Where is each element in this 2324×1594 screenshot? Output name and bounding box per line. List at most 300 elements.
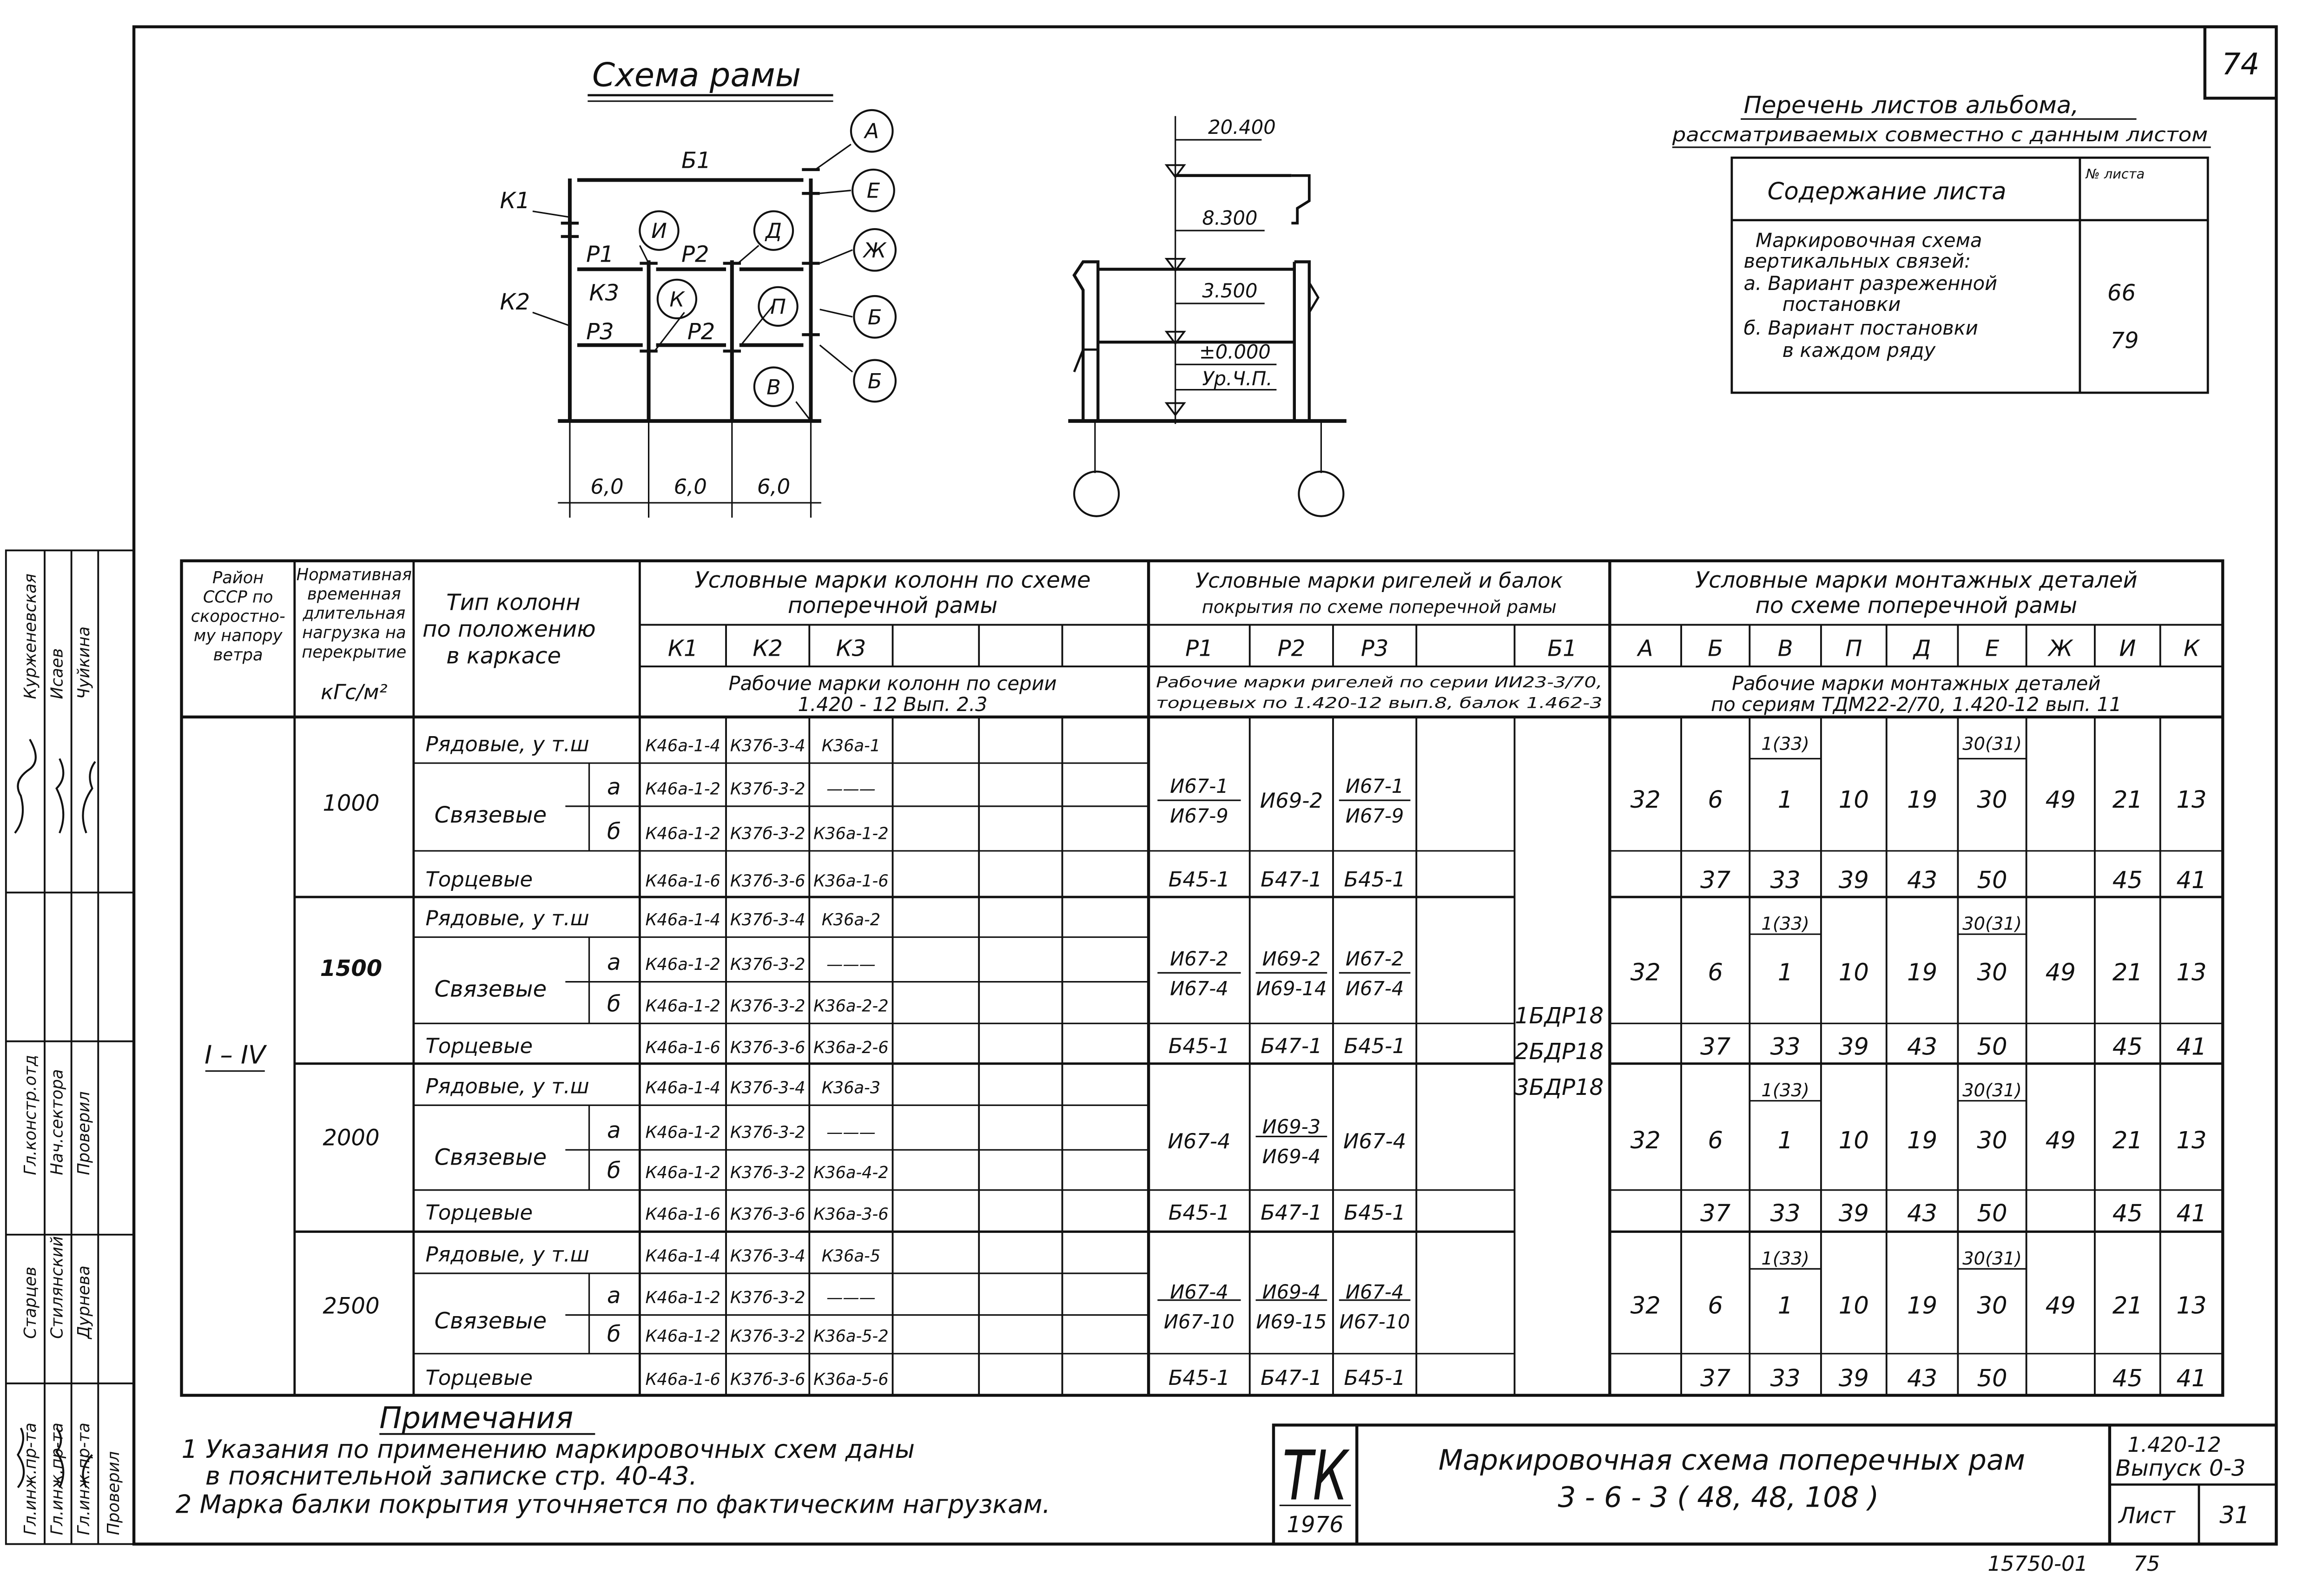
- footer-code: 15750-01: [1987, 1551, 2088, 1576]
- end-beam-mark: Б45-1: [1344, 867, 1406, 892]
- detail-end-mark: 37: [1700, 866, 1731, 894]
- beam-mark: И69-2: [1260, 788, 1323, 813]
- column-mark: К46а-1-4: [645, 910, 720, 929]
- marker-v: В: [766, 375, 781, 400]
- header-col-k2: К2: [753, 635, 783, 662]
- detail-end-mark: 45: [2112, 1199, 2143, 1227]
- detail-mark: 1: [1777, 1126, 1793, 1155]
- beam-mark: И69-15: [1256, 1310, 1327, 1333]
- stamp-sheet-label: Лист: [2119, 1502, 2175, 1529]
- sig-name: Старцев: [20, 1266, 40, 1339]
- stamp-title: Маркировочная схема поперечных рам: [1438, 1444, 2025, 1477]
- type-beta-label: б: [607, 818, 621, 845]
- detail-e-top: 30(31): [1962, 1248, 2022, 1269]
- detail-mark: 1: [1777, 786, 1793, 814]
- stamp-logo: ТК: [1282, 1436, 1350, 1516]
- detail-mark: 32: [1630, 786, 1661, 814]
- end-beam-mark: Б45-1: [1168, 1200, 1230, 1225]
- sig-name: Курженевская: [20, 573, 40, 699]
- detail-end-mark: 41: [2176, 1199, 2207, 1227]
- detail-mark: 19: [1907, 786, 1938, 814]
- detail-mark: 13: [2176, 958, 2207, 987]
- detail-end-mark: 41: [2176, 1033, 2207, 1061]
- detail-end-mark: 43: [1907, 866, 1938, 894]
- header-col-k1: К1: [667, 635, 698, 662]
- header-beams-group: Условные марки ригелей и балок: [1195, 568, 1563, 593]
- detail-mark: 13: [2176, 1126, 2207, 1155]
- header-region: СССР по: [203, 587, 273, 607]
- label-p3: Р3: [586, 318, 614, 345]
- signature-strip: [6, 550, 134, 1544]
- beam-mark: И67-1: [1170, 775, 1228, 798]
- header-region: му напору: [193, 626, 283, 646]
- beam-mark: И67-9: [1170, 804, 1228, 828]
- column-mark: К46а-1-2: [645, 1163, 720, 1183]
- detail-v-top: 1(33): [1761, 1080, 1809, 1101]
- column-mark: К37б-3-2: [730, 1327, 805, 1346]
- detail-mark: 19: [1907, 958, 1938, 987]
- column-mark: К37б-3-6: [730, 1370, 805, 1390]
- header-columns-group: поперечной рамы: [787, 592, 998, 619]
- column-mark: К37б-3-6: [730, 1038, 805, 1058]
- header-beams-group: покрытия по схеме поперечной рамы: [1202, 596, 1557, 618]
- detail-v-top: 1(33): [1761, 1248, 1809, 1269]
- type-end-label: Торцевые: [425, 1365, 533, 1390]
- stamp-sheet-value: 31: [2219, 1501, 2250, 1529]
- span-dimension: 6,0: [590, 474, 624, 499]
- detail-mark: 21: [2112, 786, 2143, 814]
- header-details-series: по сериям ТДМ22-2/70, 1.420-12 вып. 11: [1711, 693, 2122, 716]
- detail-mark: 1: [1777, 958, 1793, 987]
- section-elevations: [1199, 116, 1276, 390]
- elevation-label: 3.500: [1202, 279, 1258, 303]
- detail-end-mark: 39: [1838, 866, 1869, 894]
- column-mark: К46а-1-2: [645, 955, 720, 975]
- detail-mark: 30: [1977, 1291, 2007, 1320]
- type-link-label: Связевые: [434, 976, 547, 1002]
- detail-end-mark: 39: [1838, 1199, 1869, 1227]
- detail-mark: 13: [2176, 786, 2207, 814]
- type-link-label: Связевые: [434, 1308, 547, 1334]
- footer-page: 75: [2133, 1551, 2160, 1576]
- album-list: [1672, 91, 2211, 393]
- header-load: длительная: [303, 604, 406, 623]
- beam-mark: И69-3: [1262, 1115, 1321, 1139]
- column-mark: К36а-1-2: [813, 824, 889, 843]
- column-mark: ———: [826, 1288, 876, 1308]
- column-mark: К37б-3-2: [730, 824, 805, 843]
- detail-end-mark: 37: [1700, 1199, 1731, 1227]
- column-mark: К37б-3-6: [730, 1205, 805, 1224]
- end-beam-mark: Б45-1: [1344, 1034, 1406, 1059]
- end-beam-mark: Б45-1: [1168, 1365, 1230, 1390]
- load-value: 2500: [323, 1293, 380, 1319]
- detail-mark: 49: [2045, 1291, 2076, 1320]
- header-columns-series: 1.420 - 12 Вып. 2.3: [798, 693, 988, 716]
- type-row-label: Рядовые, у т.ш: [425, 1074, 589, 1099]
- elevation-label: 20.400: [1208, 116, 1276, 139]
- header-load-unit: кГс/м²: [321, 679, 388, 705]
- column-mark: К36а-4-2: [813, 1163, 889, 1183]
- sig-role: Гл.инж.пр-та: [20, 1423, 40, 1535]
- column-mark: К46а-1-6: [645, 1370, 720, 1390]
- column-mark: К37б-3-2: [730, 1163, 805, 1183]
- load-value: 1500: [320, 955, 383, 981]
- header-col-b1: Б1: [1547, 635, 1577, 662]
- column-mark: К36а-5-2: [813, 1327, 889, 1346]
- column-mark: К37б-3-2: [730, 1123, 805, 1142]
- album-line: вертикальных связей:: [1743, 250, 1971, 273]
- notes-title: Примечания: [379, 1401, 574, 1436]
- sig-role: Гл.инж.пр-та: [47, 1423, 67, 1535]
- span-dimension: 6,0: [673, 474, 707, 499]
- end-beam-mark: Б47-1: [1261, 1365, 1322, 1390]
- type-beta-label: б: [607, 1321, 621, 1348]
- column-mark: К36а-2-2: [813, 996, 889, 1016]
- detail-mark: 21: [2112, 1126, 2143, 1155]
- type-alpha-label: а: [607, 949, 621, 976]
- beam-mark: И69-4: [1262, 1280, 1321, 1304]
- column-mark: К36а-1-6: [813, 871, 889, 891]
- detail-mark: 13: [2176, 1291, 2207, 1320]
- header-col-type: Тип колонн: [446, 589, 581, 616]
- column-mark: К46а-1-6: [645, 1038, 720, 1058]
- b1-value: 1БДР18: [1515, 1003, 1604, 1029]
- elevation-label: 8.300: [1202, 206, 1258, 230]
- label-k1: К1: [500, 188, 530, 214]
- column-mark: К46а-1-2: [645, 779, 720, 799]
- header-load: перекрытие: [302, 642, 407, 662]
- type-row-label: Рядовые, у т.ш: [425, 731, 589, 757]
- beam-mark: И67-4: [1345, 1280, 1404, 1304]
- marker-b: Б: [867, 304, 882, 329]
- detail-mark: 32: [1630, 1126, 1661, 1155]
- column-mark: К46а-1-2: [645, 824, 720, 843]
- header-col-k3: К3: [836, 635, 866, 662]
- detail-e-top: 30(31): [1962, 733, 2022, 755]
- detail-end-mark: 41: [2176, 1364, 2207, 1393]
- header-load: нагрузка на: [302, 623, 406, 643]
- beam-mark: И69-14: [1256, 977, 1327, 1000]
- sig-role: Гл.констр.отд: [20, 1054, 40, 1175]
- detail-end-mark: 33: [1770, 866, 1801, 894]
- album-line: в каждом ряду: [1782, 339, 1936, 362]
- header-col-p1: Р1: [1185, 635, 1213, 662]
- type-link-label: Связевые: [434, 802, 547, 829]
- album-col-content: Содержание листа: [1767, 177, 2007, 205]
- type-row-label: Рядовые, у т.ш: [425, 1242, 589, 1267]
- column-mark: К36а-3: [821, 1078, 881, 1098]
- b1-value: 3БДР18: [1515, 1074, 1604, 1100]
- column-mark: К37б-3-4: [730, 736, 805, 756]
- sig-role: Проверил: [74, 1091, 94, 1175]
- end-beam-mark: Б45-1: [1344, 1200, 1406, 1225]
- type-row-label: Рядовые, у т.ш: [425, 905, 589, 930]
- column-mark: ———: [826, 1123, 876, 1142]
- notes: [176, 1401, 1050, 1519]
- detail-mark: 6: [1708, 1126, 1723, 1155]
- header-col-v: В: [1777, 635, 1793, 662]
- header-details-group: по схеме поперечной рамы: [1755, 592, 2078, 619]
- album-sheet-a: 66: [2107, 280, 2136, 306]
- header-col-zh: Ж: [2048, 635, 2073, 662]
- sig-name: Стилянский: [47, 1236, 67, 1339]
- span-dimension: 6,0: [757, 474, 791, 499]
- stamp-year: 1976: [1287, 1511, 1344, 1538]
- album-col-sheet: № листа: [2086, 166, 2145, 182]
- header-col-e: Е: [1985, 635, 2000, 662]
- end-beam-mark: Б45-1: [1168, 867, 1230, 892]
- header-col-i: И: [2119, 635, 2136, 662]
- column-mark: К36а-5-6: [813, 1370, 889, 1390]
- header-load: Нормативная: [296, 565, 412, 585]
- detail-end-mark: 33: [1770, 1033, 1801, 1061]
- marker-p: П: [770, 294, 786, 319]
- header-details-group: Условные марки монтажных деталей: [1695, 567, 2138, 593]
- detail-mark: 49: [2045, 1126, 2076, 1155]
- beam-mark: И67-4: [1168, 1129, 1231, 1154]
- header-beams-series: Рабочие марки ригелей по серии ИИ23-3/70,: [1156, 673, 1603, 691]
- sig-role: Нач.сектора: [47, 1069, 67, 1175]
- detail-end-mark: 50: [1977, 866, 2007, 894]
- marker-e: Е: [866, 178, 880, 203]
- detail-mark: 10: [1838, 786, 1869, 814]
- detail-mark: 21: [2112, 1291, 2143, 1320]
- detail-mark: 49: [2045, 958, 2076, 987]
- column-mark: К37б-3-4: [730, 910, 805, 929]
- header-col-b: Б: [1708, 635, 1723, 662]
- sig-name: Дурнева: [74, 1265, 94, 1339]
- main-table-body: [205, 731, 2206, 1392]
- type-end-label: Торцевые: [425, 1200, 533, 1225]
- detail-v-top: 1(33): [1761, 913, 1809, 935]
- header-col-p3: Р3: [1360, 635, 1389, 662]
- header-col-type: по положению: [423, 616, 596, 643]
- detail-mark: 6: [1708, 958, 1723, 987]
- column-mark: К46а-1-2: [645, 996, 720, 1016]
- column-mark: К36а-3-6: [813, 1205, 889, 1224]
- label-k3: К3: [589, 280, 620, 306]
- sig-name: Чуйкина: [74, 626, 94, 699]
- detail-end-mark: 39: [1838, 1364, 1869, 1393]
- detail-end-mark: 43: [1907, 1364, 1938, 1393]
- column-mark: К37б-3-2: [730, 955, 805, 975]
- header-region: ветра: [213, 646, 263, 665]
- stamp-title: 3 - 6 - 3 ( 48, 48, 108 ): [1558, 1481, 1879, 1514]
- column-mark: К37б-3-4: [730, 1246, 805, 1266]
- detail-end-mark: 33: [1770, 1199, 1801, 1227]
- header-col-p: П: [1845, 635, 1862, 662]
- header-details-series: Рабочие марки монтажных деталей: [1732, 672, 2101, 695]
- marker-i: И: [651, 218, 667, 244]
- detail-end-mark: 39: [1838, 1033, 1869, 1061]
- header-col-k: К: [2183, 635, 2199, 662]
- notes-line: 1 Указания по применению маркировочных схем даны: [181, 1434, 915, 1464]
- header-load: временная: [307, 584, 401, 604]
- sig-role: Гл.инж.пр-та: [74, 1423, 94, 1535]
- detail-v-top: 1(33): [1761, 733, 1809, 755]
- detail-mark: 6: [1708, 786, 1723, 814]
- header-region: скоростно-: [191, 606, 285, 626]
- stamp-issue: Выпуск 0-3: [2115, 1455, 2246, 1482]
- beam-mark: И69-4: [1262, 1145, 1321, 1168]
- album-sheet-b: 79: [2110, 328, 2139, 354]
- column-mark: К36а-1: [821, 736, 881, 756]
- type-link-label: Связевые: [434, 1144, 547, 1171]
- elevation-label: ±0.000: [1199, 340, 1271, 363]
- beam-mark: И67-4: [1343, 1129, 1406, 1154]
- sig-role: Проверил: [104, 1451, 124, 1535]
- beam-mark: И67-4: [1170, 1280, 1228, 1304]
- column-mark: К37б-3-2: [730, 1288, 805, 1308]
- detail-end-mark: 41: [2176, 866, 2207, 894]
- label-p2: Р2: [681, 241, 709, 268]
- header-col-type: в каркасе: [446, 643, 561, 669]
- beam-mark: И67-1: [1345, 775, 1404, 798]
- header-col-p2: Р2: [1277, 635, 1306, 662]
- column-mark: К46а-1-2: [645, 1327, 720, 1346]
- header-columns-series: Рабочие марки колонн по серии: [728, 672, 1057, 695]
- column-mark: К36а-2-6: [813, 1038, 889, 1058]
- main-table-header: [191, 565, 2200, 716]
- column-mark: К46а-1-4: [645, 1246, 720, 1266]
- column-mark: К46а-1-6: [645, 871, 720, 891]
- detail-mark: 19: [1907, 1126, 1938, 1155]
- notes-line: в пояснительной записке стр. 40-43.: [205, 1461, 697, 1491]
- stamp-series: 1.420-12: [2127, 1432, 2221, 1457]
- beam-mark: И69-2: [1262, 947, 1321, 970]
- type-alpha-label: а: [607, 1117, 621, 1144]
- album-line: Маркировочная схема: [1756, 229, 1982, 252]
- label-p1: Р1: [586, 241, 614, 268]
- column-mark: К37б-3-4: [730, 1078, 805, 1098]
- detail-mark: 30: [1977, 958, 2007, 987]
- end-beam-mark: Б45-1: [1168, 1034, 1230, 1059]
- detail-e-top: 30(31): [1962, 1080, 2022, 1101]
- header-beams-series: торцевых по 1.420-12 вып.8, балок 1.462-3: [1156, 694, 1603, 712]
- detail-mark: 1: [1777, 1291, 1793, 1320]
- type-alpha-label: а: [607, 1283, 621, 1309]
- title-stamp: [1274, 1425, 2276, 1544]
- detail-e-top: 30(31): [1962, 913, 2022, 935]
- region-value: I – IV: [205, 1040, 266, 1070]
- detail-mark: 10: [1838, 958, 1869, 987]
- sig-name: Исаев: [47, 648, 67, 699]
- marker-zh: Ж: [863, 237, 886, 263]
- detail-end-mark: 43: [1907, 1199, 1938, 1227]
- notes-line: 2 Марка балки покрытия уточняется по фактическим нагрузкам.: [175, 1489, 1050, 1519]
- label-p2: Р2: [687, 318, 715, 345]
- marker-a: А: [865, 119, 879, 144]
- column-mark: К36а-5: [821, 1246, 881, 1266]
- label-b1: Б1: [681, 147, 711, 174]
- detail-mark: 49: [2045, 786, 2076, 814]
- detail-end-mark: 43: [1907, 1033, 1938, 1061]
- b1-value: 2БДР18: [1515, 1039, 1604, 1065]
- load-value: 1000: [323, 790, 380, 817]
- header-col-d: Д: [1913, 635, 1931, 662]
- detail-end-mark: 33: [1770, 1364, 1801, 1393]
- end-beam-mark: Б45-1: [1344, 1365, 1406, 1390]
- load-value: 2000: [323, 1125, 380, 1151]
- column-mark: К46а-1-2: [645, 1123, 720, 1142]
- detail-mark: 6: [1708, 1291, 1723, 1320]
- detail-mark: 21: [2112, 958, 2143, 987]
- detail-mark: 10: [1838, 1291, 1869, 1320]
- beam-mark: И67-10: [1339, 1310, 1410, 1333]
- marker-d: Д: [765, 218, 782, 244]
- header-columns-group: Условные марки колонн по схеме: [694, 567, 1091, 593]
- beam-mark: И67-10: [1163, 1310, 1235, 1333]
- column-mark: К37б-3-2: [730, 996, 805, 1016]
- column-mark: К37б-3-6: [730, 871, 805, 891]
- end-beam-mark: Б47-1: [1261, 1200, 1322, 1225]
- detail-end-mark: 45: [2112, 1364, 2143, 1393]
- label-k2: К2: [500, 289, 530, 315]
- column-mark: К46а-1-6: [645, 1205, 720, 1224]
- detail-end-mark: 50: [1977, 1364, 2007, 1393]
- detail-mark: 19: [1907, 1291, 1938, 1320]
- detail-mark: 10: [1838, 1126, 1869, 1155]
- column-mark: К37б-3-2: [730, 779, 805, 799]
- column-mark: ———: [826, 955, 876, 975]
- album-line: б. Вариант постановки: [1743, 316, 1978, 340]
- column-mark: К46а-1-2: [645, 1288, 720, 1308]
- type-beta-label: б: [607, 991, 621, 1017]
- album-list-title: рассматриваемых совместно с данным листом: [1671, 123, 2208, 146]
- detail-end-mark: 50: [1977, 1033, 2007, 1061]
- detail-mark: 30: [1977, 1126, 2007, 1155]
- header-region: Район: [212, 568, 264, 587]
- column-mark: ———: [826, 779, 876, 799]
- end-beam-mark: Б47-1: [1261, 867, 1322, 892]
- detail-end-mark: 50: [1977, 1199, 2007, 1227]
- column-mark: К36а-2: [821, 910, 881, 929]
- beam-mark: И67-9: [1345, 804, 1404, 828]
- header-col-a: А: [1637, 635, 1653, 662]
- marker-k: К: [669, 287, 685, 312]
- detail-end-mark: 37: [1700, 1364, 1731, 1393]
- detail-mark: 32: [1630, 958, 1661, 987]
- detail-end-mark: 45: [2112, 866, 2143, 894]
- section-view: [1068, 116, 1347, 516]
- marker-b: Б: [867, 369, 882, 394]
- type-end-label: Торцевые: [425, 1034, 533, 1059]
- frame-spans: [590, 474, 790, 499]
- frame-markers: [640, 110, 896, 406]
- frame-scheme: [500, 56, 896, 518]
- frame-scheme-title: Схема рамы: [592, 56, 801, 94]
- beam-mark: И67-2: [1170, 947, 1228, 970]
- type-end-label: Торцевые: [425, 867, 533, 892]
- album-list-title: Перечень листов альбома,: [1743, 91, 2079, 119]
- beam-mark: И67-2: [1345, 947, 1404, 970]
- sheet-number: 74: [2221, 47, 2260, 82]
- album-line: постановки: [1782, 293, 1901, 316]
- album-line: а. Вариант разреженной: [1743, 272, 1998, 295]
- elevation-label: Ур.Ч.П.: [1202, 367, 1273, 390]
- type-alpha-label: а: [607, 774, 621, 800]
- column-mark: К46а-1-4: [645, 1078, 720, 1098]
- type-beta-label: б: [607, 1158, 621, 1184]
- end-beam-mark: Б47-1: [1261, 1034, 1322, 1059]
- beam-mark: И67-4: [1170, 977, 1228, 1000]
- detail-mark: 30: [1977, 786, 2007, 814]
- detail-end-mark: 37: [1700, 1033, 1731, 1061]
- column-mark: К46а-1-4: [645, 736, 720, 756]
- detail-mark: 32: [1630, 1291, 1661, 1320]
- detail-end-mark: 45: [2112, 1033, 2143, 1061]
